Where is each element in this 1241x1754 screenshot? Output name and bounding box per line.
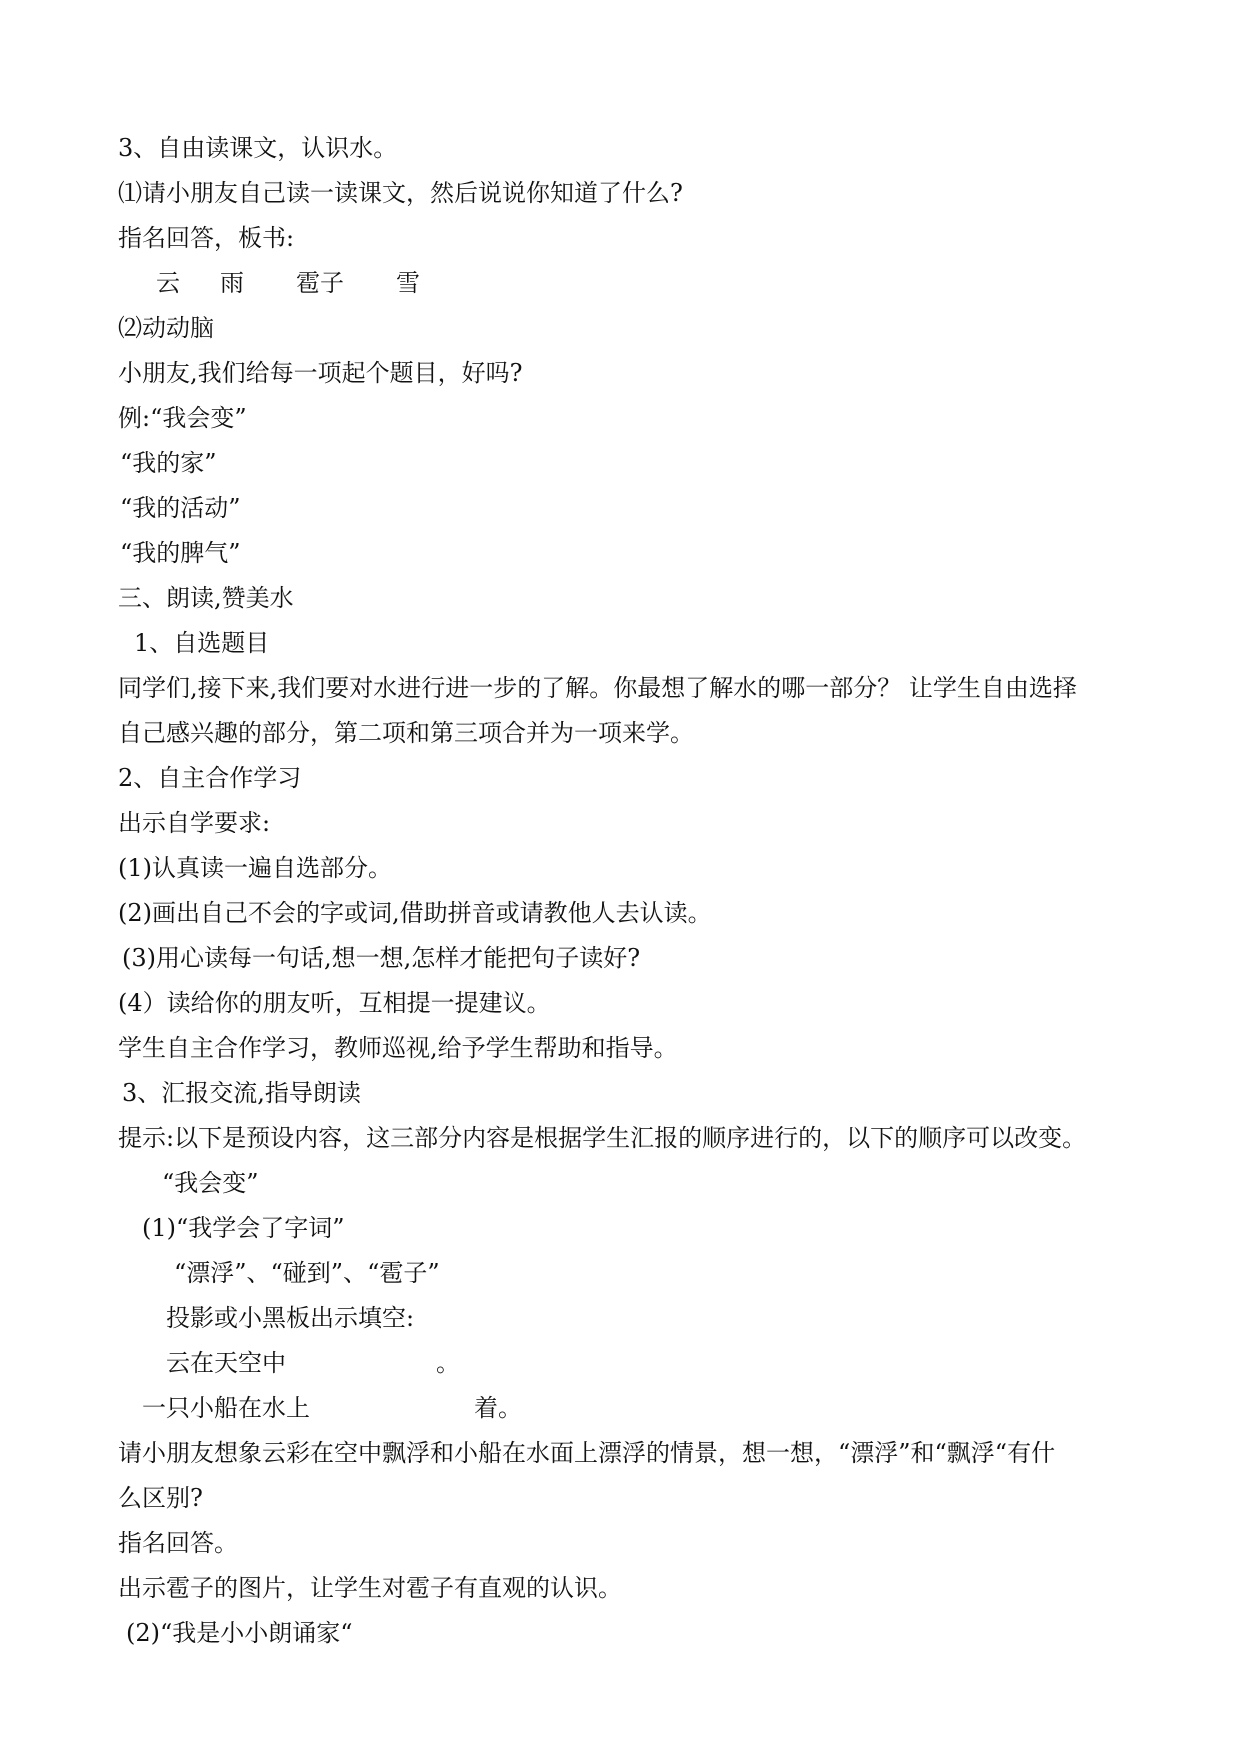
board-word: 雪 bbox=[396, 269, 420, 297]
text-line: (3)用心读每一句话,想一想,怎样才能把句子读好? bbox=[122, 944, 641, 972]
text-line: 3、自由读课文，认识水。 bbox=[118, 134, 398, 162]
text-line: 例:“我会变” bbox=[118, 404, 247, 432]
text-line: “我的家” bbox=[120, 449, 217, 477]
board-word: 雹子 bbox=[296, 269, 344, 297]
text-line: 投影或小黑板出示填空: bbox=[166, 1304, 415, 1332]
board-words bbox=[156, 266, 420, 300]
text-line: 同学们,接下来,我们要对水进行进一步的了解。你最想了解水的哪一部分？ 让学生自由选择 bbox=[118, 674, 1077, 702]
section-heading: 三、朗读,赞美水 bbox=[118, 584, 294, 612]
text-line: (2)画出自己不会的字或词,借助拼音或请教他人去认读。 bbox=[118, 899, 712, 927]
board-word: 雨 bbox=[220, 269, 244, 297]
text-line: 指名回答。 bbox=[118, 1529, 238, 1557]
fill-blank-prompt: 一只小船在水上 bbox=[142, 1394, 310, 1422]
text-line: 学生自主合作学习，教师巡视,给予学生帮助和指导。 bbox=[118, 1034, 678, 1062]
text-line: 小朋友,我们给每一项起个题目，好吗? bbox=[118, 359, 523, 387]
text-line: 指名回答，板书: bbox=[118, 224, 295, 252]
text-line: 出示自学要求: bbox=[118, 809, 271, 837]
fill-blank-line bbox=[142, 1391, 522, 1425]
text-line: “我的活动” bbox=[120, 494, 241, 522]
text-line: ⑵动动脑 bbox=[118, 314, 214, 342]
subheading: 1、自选题目 bbox=[134, 629, 270, 657]
text-line: 提示:以下是预设内容，这三部分内容是根据学生汇报的顺序进行的，以下的顺序可以改变。 bbox=[118, 1124, 1087, 1152]
subheading: 2、自主合作学习 bbox=[118, 764, 302, 792]
fill-blank-end: 。 bbox=[436, 1349, 460, 1377]
text-line: 出示雹子的图片，让学生对雹子有直观的认识。 bbox=[118, 1574, 622, 1602]
text-line: 自己感兴趣的部分，第二项和第三项合并为一项来学。 bbox=[118, 719, 694, 747]
text-line: 么区别? bbox=[118, 1484, 203, 1512]
text-line: (1)认真读一遍自选部分。 bbox=[118, 854, 392, 882]
text-line: ⑴请小朋友自己读一读课文，然后说说你知道了什么? bbox=[118, 179, 683, 207]
text-line: (4）读给你的朋友听，互相提一提建议。 bbox=[118, 989, 551, 1017]
text-line: 请小朋友想象云彩在空中飘浮和小船在水面上漂浮的情景，想一想，“漂浮”和“飘浮“有什 bbox=[118, 1439, 1056, 1467]
text-line: “我的脾气” bbox=[120, 539, 241, 567]
text-line: “我会变” bbox=[162, 1169, 259, 1197]
fill-blank-end: 着。 bbox=[474, 1394, 522, 1422]
fill-blank-line bbox=[166, 1346, 460, 1380]
text-line: “漂浮”、“碰到”、“雹子” bbox=[174, 1259, 440, 1287]
text-line: (1)“我学会了字词” bbox=[142, 1214, 345, 1242]
board-word: 云 bbox=[156, 269, 180, 297]
subheading: 3、汇报交流,指导朗读 bbox=[122, 1079, 361, 1107]
text-line: (2)“我是小小朗诵家“ bbox=[126, 1619, 353, 1647]
fill-blank-prompt: 云在天空中 bbox=[166, 1349, 286, 1377]
